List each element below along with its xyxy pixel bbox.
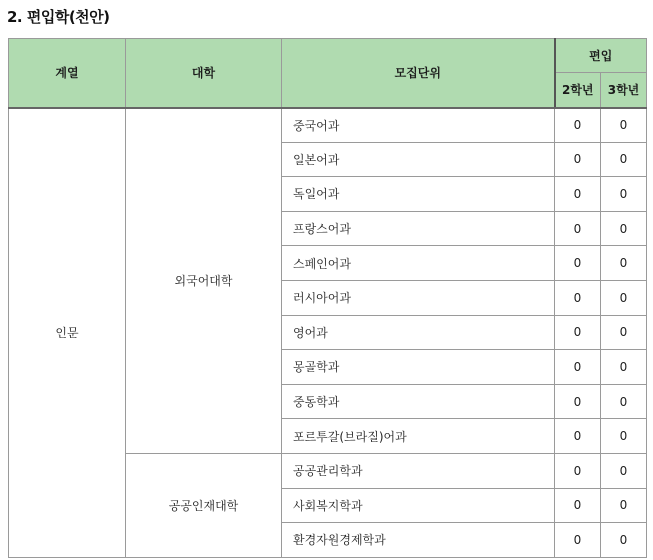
unit-cell: 독일어과 — [282, 177, 555, 212]
grade3-cell: 0 — [601, 108, 647, 143]
grade3-cell: 0 — [601, 315, 647, 350]
unit-cell: 중국어과 — [282, 108, 555, 143]
grade3-cell: 0 — [601, 177, 647, 212]
college-cell: 공공인재대학 — [126, 453, 282, 557]
unit-cell: 몽골학과 — [282, 350, 555, 385]
grade3-cell: 0 — [601, 419, 647, 454]
grade3-cell: 0 — [601, 488, 647, 523]
grade2-cell: 0 — [555, 280, 601, 315]
grade2-cell: 0 — [555, 384, 601, 419]
unit-cell: 프랑스어과 — [282, 211, 555, 246]
unit-cell: 중동학과 — [282, 384, 555, 419]
admissions-table — [8, 38, 647, 558]
unit-cell: 포르투갈(브라질)어과 — [282, 419, 555, 454]
grade3-cell: 0 — [601, 211, 647, 246]
grade2-cell: 0 — [555, 453, 601, 488]
unit-cell: 공공관리학과 — [282, 453, 555, 488]
header-unit: 모집단위 — [282, 39, 555, 108]
grade2-cell: 0 — [555, 108, 601, 143]
section-title: 2. 편입학(천안) — [7, 8, 110, 26]
grade2-cell: 0 — [555, 177, 601, 212]
grade2-cell: 0 — [555, 142, 601, 177]
grade2-cell: 0 — [555, 315, 601, 350]
unit-cell: 영어과 — [282, 315, 555, 350]
unit-cell: 환경자원경제학과 — [282, 523, 555, 558]
grade3-cell: 0 — [601, 523, 647, 558]
grade2-cell: 0 — [555, 523, 601, 558]
unit-cell: 사회복지학과 — [282, 488, 555, 523]
grade3-cell: 0 — [601, 142, 647, 177]
field-group-cell: 인문 — [9, 108, 126, 558]
header-grade3: 3학년 — [601, 73, 647, 108]
unit-cell: 스페인어과 — [282, 246, 555, 281]
grade2-cell: 0 — [555, 419, 601, 454]
grade3-cell: 0 — [601, 453, 647, 488]
header-field: 계열 — [9, 39, 126, 108]
grade3-cell: 0 — [601, 384, 647, 419]
unit-cell: 러시아어과 — [282, 280, 555, 315]
header-college: 대학 — [126, 39, 282, 108]
grade2-cell: 0 — [555, 211, 601, 246]
header-transfer: 편입 — [555, 39, 647, 73]
header-grade2: 2학년 — [555, 73, 601, 108]
unit-cell: 일본어과 — [282, 142, 555, 177]
grade2-cell: 0 — [555, 350, 601, 385]
grade3-cell: 0 — [601, 280, 647, 315]
grade3-cell: 0 — [601, 350, 647, 385]
table-row — [9, 108, 647, 143]
grade2-cell: 0 — [555, 488, 601, 523]
grade3-cell: 0 — [601, 246, 647, 281]
college-cell: 외국어대학 — [126, 108, 282, 454]
grade2-cell: 0 — [555, 246, 601, 281]
